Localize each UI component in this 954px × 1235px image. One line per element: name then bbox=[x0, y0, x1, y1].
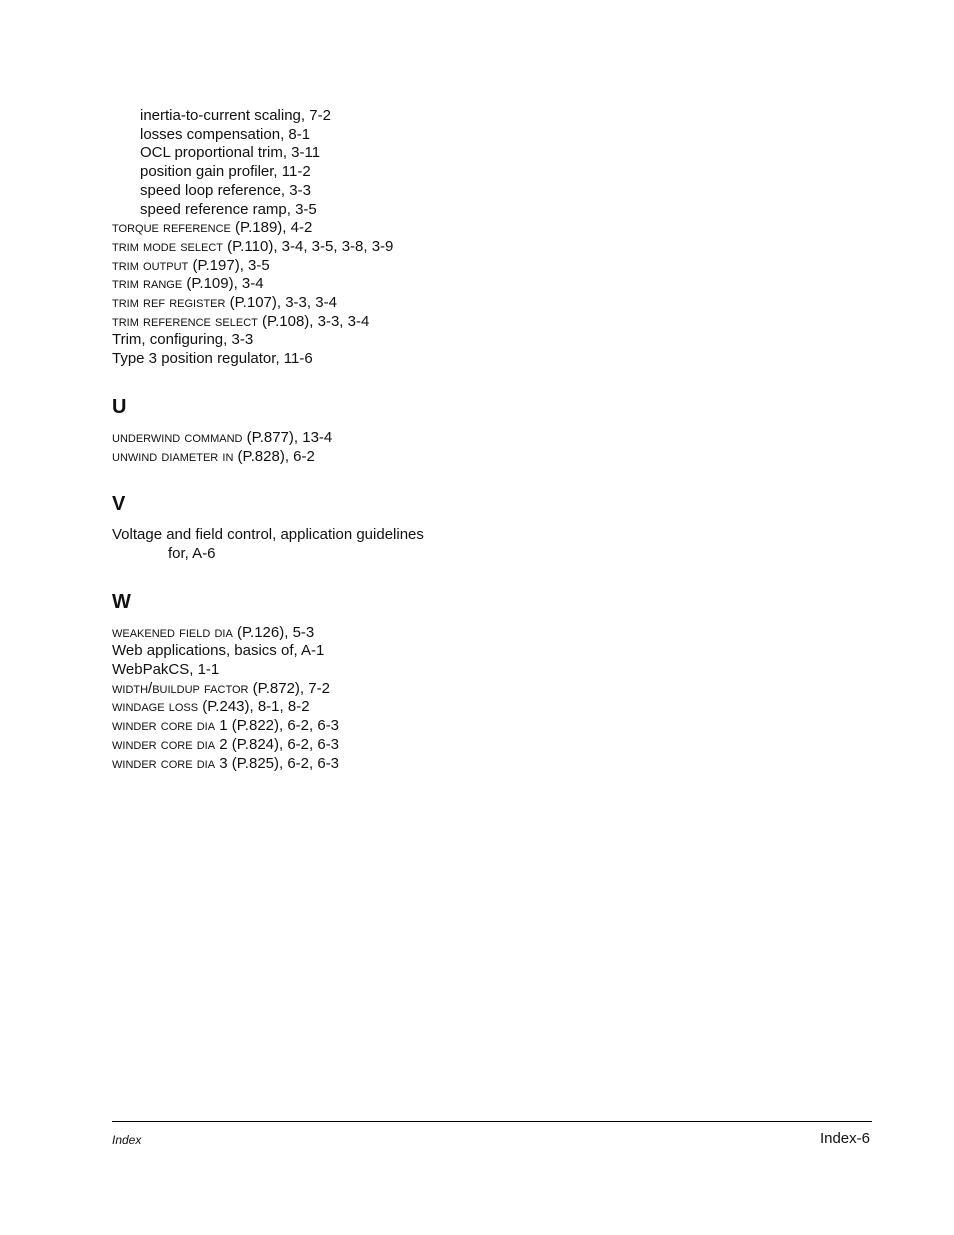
parameter-ref: (P.189), 4-2 bbox=[230, 219, 313, 237]
top-entries bbox=[112, 107, 812, 369]
entry-text: speed loop reference, 3-3 bbox=[140, 181, 311, 199]
index-entry bbox=[112, 163, 812, 182]
entry-text: Voltage and field control, application guidelines bbox=[112, 526, 424, 544]
parameter-ref: (P.107), 3-3, 3-4 bbox=[225, 294, 337, 312]
parameter-ref: (P.197), 3-5 bbox=[188, 256, 270, 274]
index-entry bbox=[112, 144, 812, 163]
section-letter: U bbox=[112, 395, 127, 418]
parameter-name: winder core dia bbox=[112, 754, 216, 772]
index-entry-parameter bbox=[112, 448, 812, 467]
entry-text: inertia-to-current scaling, 7-2 bbox=[140, 107, 331, 124]
entry-text: speed reference ramp, 3-5 bbox=[140, 200, 317, 218]
index-entry bbox=[112, 107, 812, 126]
section-entries bbox=[112, 526, 812, 563]
entry-text: for, A-6 bbox=[168, 544, 216, 562]
parameter-name: trim ref register bbox=[112, 294, 226, 312]
parameter-ref: (P.109), 3-4 bbox=[182, 275, 264, 293]
parameter-ref: (P.108), 3-3, 3-4 bbox=[257, 312, 370, 330]
parameter-name: torque reference bbox=[112, 219, 231, 237]
footer-page-number: Index-6 bbox=[819, 1130, 870, 1147]
index-entry-parameter bbox=[112, 257, 812, 276]
entry-text: Web applications, basics of, A-1 bbox=[112, 642, 325, 660]
footer-section-label: Index bbox=[112, 1133, 142, 1147]
parameter-name: trim output bbox=[112, 256, 189, 274]
index-entry-parameter bbox=[112, 717, 812, 736]
entry-text: losses compensation, 8-1 bbox=[140, 125, 311, 143]
parameter-name: width/buildup factor bbox=[112, 679, 249, 697]
section-letter: V bbox=[112, 493, 126, 516]
parameter-ref: (P.828), 6-2 bbox=[233, 447, 315, 465]
parameter-name: trim range bbox=[112, 275, 183, 293]
parameter-name: windage loss bbox=[112, 698, 199, 716]
parameter-name: trim reference select bbox=[112, 312, 258, 330]
entry-text: OCL proportional trim, 3-11 bbox=[140, 144, 321, 162]
parameter-ref: (P.126), 5-3 bbox=[232, 623, 315, 641]
index-entry-parameter bbox=[112, 294, 812, 313]
index-entry-parameter bbox=[112, 624, 812, 643]
section-entries bbox=[112, 429, 812, 466]
parameter-name: winder core dia bbox=[112, 735, 216, 753]
index-entry-parameter bbox=[112, 736, 812, 755]
parameter-ref: 2 (P.824), 6-2, 6-3 bbox=[215, 735, 340, 753]
section-entries bbox=[112, 624, 812, 774]
index-entry-parameter bbox=[112, 680, 812, 699]
parameter-name: unwind diameter in bbox=[112, 447, 234, 465]
index-section-v bbox=[112, 492, 812, 563]
index-entry-parameter bbox=[112, 698, 812, 717]
index-entry-parameter bbox=[112, 219, 812, 238]
parameter-ref: (P.877), 13-4 bbox=[242, 428, 333, 446]
index-entry bbox=[112, 661, 812, 680]
entry-text: WebPakCS, 1-1 bbox=[112, 661, 220, 679]
index-entry-parameter bbox=[112, 238, 812, 257]
parameter-ref: 3 (P.825), 6-2, 6-3 bbox=[215, 754, 340, 772]
index-section-u bbox=[112, 395, 812, 466]
parameter-ref: (P.110), 3-4, 3-5, 3-8, 3-9 bbox=[223, 237, 394, 255]
section-letter: W bbox=[112, 590, 131, 613]
index-entry-parameter bbox=[112, 275, 812, 294]
index-entry-parameter bbox=[112, 313, 812, 332]
index-entry bbox=[112, 182, 812, 201]
parameter-name: underwind command bbox=[112, 428, 243, 446]
entry-text: position gain profiler, 11-2 bbox=[140, 163, 311, 181]
index-entry-continuation bbox=[112, 545, 812, 564]
parameter-ref: (P.872), 7-2 bbox=[248, 679, 330, 697]
index-entry-parameter bbox=[112, 755, 812, 774]
parameter-name: winder core dia bbox=[112, 717, 216, 735]
index-entry bbox=[112, 350, 812, 369]
index-entry bbox=[112, 331, 812, 350]
index-entry-parameter bbox=[112, 429, 812, 448]
index-entry bbox=[112, 126, 812, 145]
index-section-w bbox=[112, 590, 812, 774]
entry-text: Type 3 position regulator, 11-6 bbox=[112, 350, 313, 368]
index-entry bbox=[112, 201, 812, 220]
parameter-name: trim mode select bbox=[112, 237, 224, 255]
index-entry bbox=[112, 526, 812, 545]
index-entry bbox=[112, 642, 812, 661]
parameter-name: weakened field dia bbox=[112, 623, 233, 641]
index-content bbox=[112, 107, 812, 773]
parameter-ref: (P.243), 8-1, 8-2 bbox=[198, 698, 310, 716]
parameter-ref: 1 (P.822), 6-2, 6-3 bbox=[215, 717, 340, 735]
entry-text: Trim, configuring, 3-3 bbox=[112, 331, 254, 349]
footer-divider bbox=[112, 1121, 872, 1122]
